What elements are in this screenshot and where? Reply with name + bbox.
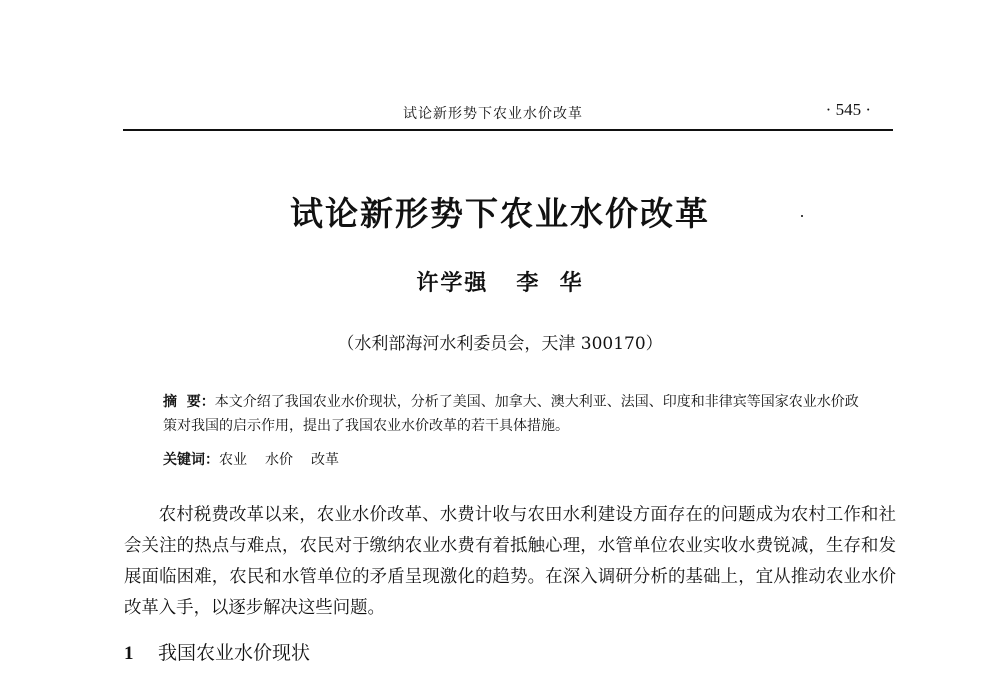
section-heading — [124, 638, 310, 665]
section-number: 1 — [124, 643, 134, 664]
running-title: 试论新形势下农业水价改革 — [403, 106, 583, 122]
keyword: 改革 — [311, 452, 339, 468]
keywords-label: 关键词： — [163, 452, 219, 468]
author-name: 许学强 — [416, 270, 489, 296]
author-name: 李 华 — [516, 270, 584, 296]
keyword: 水价 — [265, 452, 293, 468]
running-header — [123, 100, 893, 130]
author-affiliation: （水利部海河水利委员会，天津 300170） — [337, 334, 663, 354]
body-paragraph: 农村税费改革以来，农业水价改革、水费计收与农田水利建设方面存在的问题成为农村工作和社会关注的热点与难点，农民对于缴纳农业水费有着抵触心理，水管单位农业实收水费锐减，生存和发展面临困难，农民和水管单位的矛盾呈现激化的趋势。在深入调研分析的基础上，宜从推动农业水价改革入手，以逐步解决这些问题。 — [124, 505, 896, 618]
abstract-text: 本文介绍了我国农业水价现状，分析了美国、加拿大、澳大利亚、法国、印度和非律宾等国家农业水价政策对我国的启示作用，提出了我国农业水价改革的若干具体措施。 — [163, 394, 859, 434]
header-rule — [123, 129, 893, 131]
keywords — [163, 449, 339, 469]
author-list — [0, 266, 1000, 297]
abstract — [163, 390, 863, 438]
section-title: 我国农业水价现状 — [158, 642, 311, 664]
page-number: · 545 · — [825, 100, 871, 119]
article-title: 试论新形势下农业水价改革 — [290, 194, 710, 233]
keyword: 农业 — [219, 452, 247, 468]
abstract-label: 摘 要： — [163, 394, 215, 410]
